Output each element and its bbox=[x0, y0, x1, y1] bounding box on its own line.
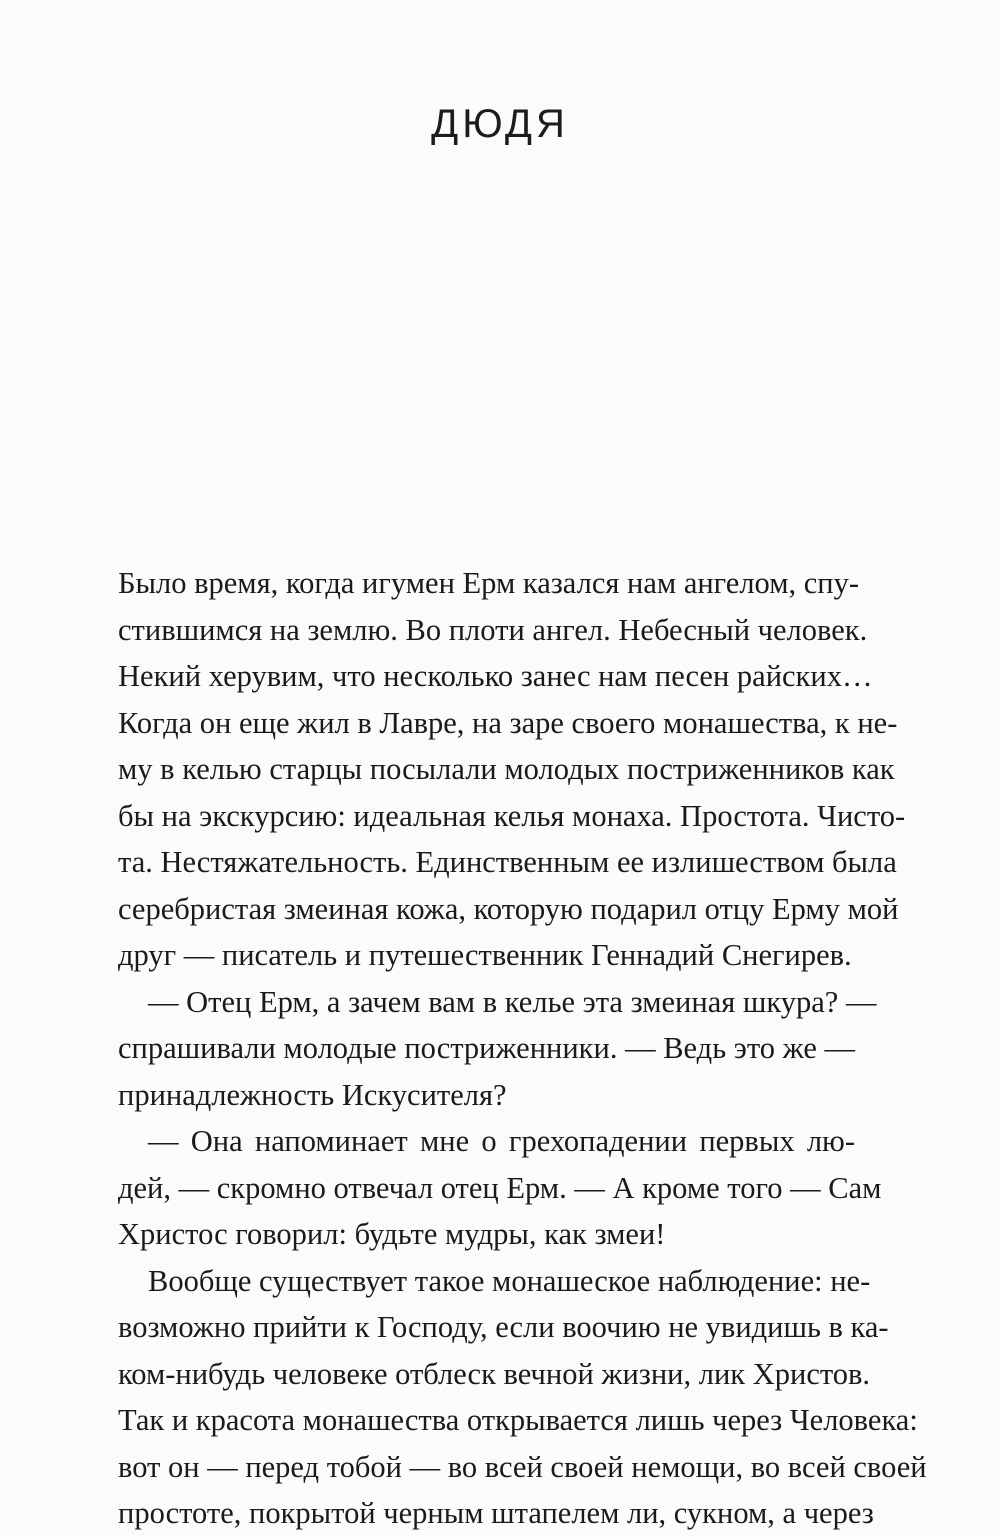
chapter-title: ДЮДЯ bbox=[431, 102, 569, 146]
text-line: бы на экскурсию: идеальная келья монаха. Простота. Чисто- bbox=[118, 798, 906, 833]
paragraph-1 bbox=[118, 560, 906, 979]
text-line: простоте, покрытой черным штапелем ли, сукном, а через bbox=[118, 1496, 874, 1530]
text-line: принадлежность Искусителя? bbox=[118, 1077, 507, 1112]
text-line: Христос говорил: будьте мудры, как змеи! bbox=[118, 1217, 666, 1251]
text-line: стившимся на землю. Во плоти ангел. Небесный человек. bbox=[118, 612, 868, 647]
text-line: дей, — скромно отвечал отец Ерм. — А кроме того — Сам bbox=[118, 1170, 882, 1205]
text-line: друг — писатель и путешественник Геннадий Снегирев. bbox=[118, 938, 852, 972]
paragraph-4 bbox=[118, 1258, 927, 1537]
text-line: Вообще существует такое монашеское наблюдение: не- bbox=[148, 1263, 871, 1298]
text-line: возможно прийти к Господу, если воочию не увидишь в ка- bbox=[118, 1310, 889, 1344]
text-line: — Она напоминает мне о грехопадении первых лю- bbox=[148, 1124, 855, 1158]
text-line: вот он — перед тобой — во всей своей немощи, во всей своей bbox=[118, 1449, 927, 1484]
paragraph-3 bbox=[118, 1118, 882, 1258]
text-line: — Отец Ерм, а зачем вам в келье эта змеиная шкура? — bbox=[148, 984, 877, 1019]
text-line: му в келью старцы посылали молодых постриженников как bbox=[118, 752, 895, 786]
text-line: Когда он еще жил в Лавре, на заре своего монашества, к не- bbox=[118, 705, 898, 740]
text-line: Некий херувим, что несколько занес нам песен райских… bbox=[118, 659, 873, 693]
text-line: ком-нибудь человеке отблеск вечной жизни, лик Христов. bbox=[118, 1356, 871, 1391]
body-text bbox=[118, 560, 927, 1537]
text-line: та. Нестяжательность. Единственным ее излишеством была bbox=[118, 845, 897, 879]
text-line: серебристая змеиная кожа, которую подарил отцу Ерму мой bbox=[118, 891, 899, 926]
text-line: спрашивали молодые постриженники. — Ведь это же — bbox=[118, 1031, 855, 1065]
text-line: Так и красота монашества открывается лишь через Человека: bbox=[118, 1403, 918, 1437]
text-line: Было время, когда игумен Ерм казался нам ангелом, спу- bbox=[118, 566, 860, 600]
paragraph-2 bbox=[118, 979, 877, 1119]
